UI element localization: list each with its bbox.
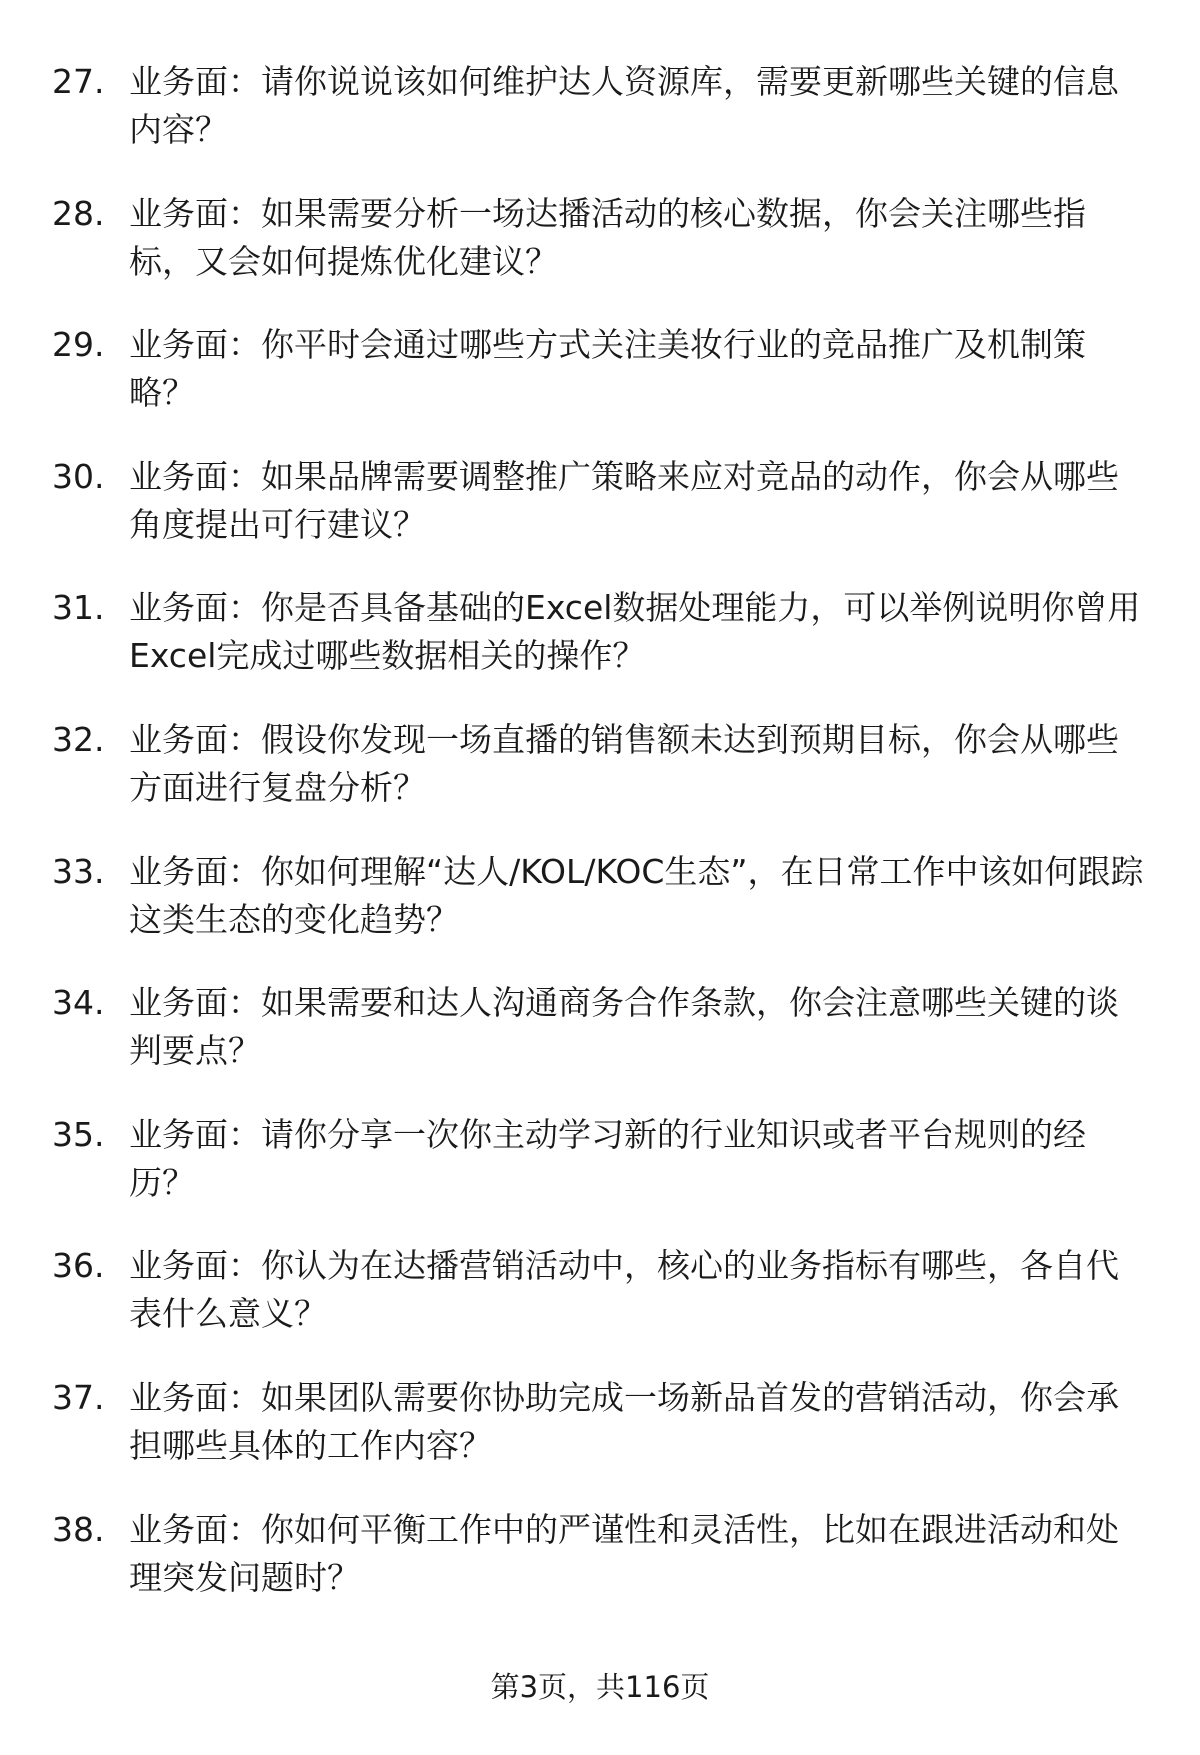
question-item [0, 190, 1200, 322]
question-text: 业务面：你如何平衡工作中的严谨性和灵活性，比如在跟进活动和处理突发问题时？ [129, 1509, 1119, 1597]
question-text: 业务面：你如何理解“达人/KOL/KOC生态”，在日常工作中该如何跟踪这类生态的变化趋势？ [129, 851, 1144, 939]
question-number: 37. [52, 1377, 105, 1417]
question-list [0, 58, 1200, 1637]
question-item [0, 321, 1200, 453]
question-text: 业务面：你是否具备基础的Excel数据处理能力，可以举例说明你曾用Excel完成过哪些数据相关的操作？ [129, 588, 1141, 676]
question-item [0, 1111, 1200, 1243]
question-item [0, 584, 1200, 716]
question-item [0, 1374, 1200, 1506]
question-text: 业务面：假设你发现一场直播的销售额未达到预期目标，你会从哪些方面进行复盘分析？ [129, 719, 1119, 807]
question-item [0, 848, 1200, 980]
question-item [0, 979, 1200, 1111]
question-text: 业务面：如果团队需要你协助完成一场新品首发的营销活动，你会承担哪些具体的工作内容？ [129, 1377, 1119, 1465]
page-number: 第3页，共116页 [490, 1670, 710, 1704]
question-text: 业务面：你认为在达播营销活动中，核心的业务指标有哪些，各自代表什么意义？ [129, 1246, 1119, 1334]
question-number: 31. [52, 588, 105, 628]
question-number: 33. [52, 851, 105, 891]
question-item [0, 58, 1200, 190]
question-item [0, 1506, 1200, 1638]
question-number: 34. [52, 983, 105, 1023]
question-text: 业务面：请你分享一次你主动学习新的行业知识或者平台规则的经历？ [129, 1114, 1086, 1202]
question-text: 业务面：如果品牌需要调整推广策略来应对竞品的动作，你会从哪些角度提出可行建议？ [129, 456, 1119, 544]
question-text: 业务面：如果需要和达人沟通商务合作条款，你会注意哪些关键的谈判要点？ [129, 983, 1119, 1071]
question-number: 35. [52, 1114, 105, 1154]
question-number: 27. [52, 62, 105, 101]
question-number: 32. [52, 719, 105, 759]
question-number: 36. [52, 1246, 105, 1286]
question-item [0, 716, 1200, 848]
question-text: 业务面：请你说说该如何维护达人资源库，需要更新哪些关键的信息内容？ [129, 62, 1119, 149]
question-number: 28. [52, 193, 105, 233]
question-text: 业务面：如果需要分析一场达播活动的核心数据，你会关注哪些指标，又会如何提炼优化建议？ [129, 193, 1086, 281]
question-item [0, 1242, 1200, 1374]
question-text: 业务面：你平时会通过哪些方式关注美妆行业的竞品推广及机制策略？ [129, 325, 1086, 413]
question-number: 30. [52, 456, 105, 496]
question-item [0, 453, 1200, 585]
question-number: 29. [52, 325, 105, 365]
question-number: 38. [52, 1509, 105, 1549]
